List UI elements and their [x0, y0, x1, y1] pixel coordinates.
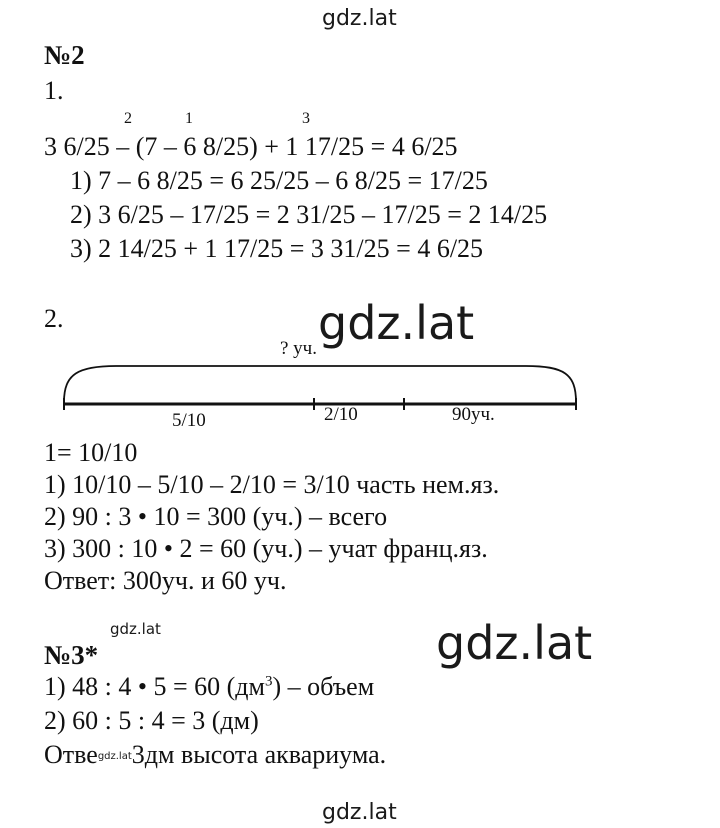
part1-step-2: 2) 3 6/25 – 17/25 = 2 31/25 – 17/25 = 2 14/25: [70, 200, 548, 229]
task3-line-1-main: 1) 48 : 4 • 5 = 60 (дм: [44, 672, 265, 701]
part1-step-1: 1) 7 – 6 8/25 = 6 25/25 – 6 8/25 = 17/25: [70, 166, 488, 195]
total-label: ? уч.: [280, 338, 317, 359]
part1-step-3: 3) 2 14/25 + 1 17/25 = 3 31/25 = 4 6/25: [70, 234, 484, 263]
watermark-bottom: gdz.lat: [322, 800, 397, 825]
part1-expression: 3 6/25 – (7 – 6 8/25) + 1 17/25 = 4 6/25: [44, 132, 458, 161]
task2-heading: №2: [44, 40, 85, 70]
task3-line-1-rest: ) – объем: [272, 672, 375, 701]
part2-line-3: 2) 90 : 3 • 10 = 300 (уч.) – всего: [44, 502, 388, 531]
watermark-mid-large: gdz.lat: [318, 296, 475, 350]
task3-line-1: [44, 672, 374, 702]
segment-diagram: [56, 340, 586, 430]
segment-label-3: 90уч.: [452, 404, 495, 425]
watermark-small-left: gdz.lat: [110, 620, 161, 638]
watermark-tiny: gdz.lat: [97, 751, 132, 763]
watermark-right-large: gdz.lat: [436, 616, 593, 670]
segment-label-1: 5/10: [172, 410, 206, 431]
task3-answer: [44, 740, 386, 772]
task3-answer-end: 3дм высота аквариума.: [131, 740, 387, 769]
task3-answer-start: Отве: [44, 740, 98, 769]
part2-label: 2.: [44, 304, 64, 333]
order-mark-3: 3: [302, 110, 310, 127]
order-mark-2: 2: [124, 110, 132, 127]
segment-label-2: 2/10: [324, 404, 358, 425]
total-brace: [64, 366, 576, 402]
part1-label: 1.: [44, 76, 64, 105]
part2-line-2: 1) 10/10 – 5/10 – 2/10 = 3/10 часть нем.яз.: [44, 470, 500, 499]
part2-line-1: 1= 10/10: [44, 438, 138, 467]
part2-line-4: 3) 300 : 10 • 2 = 60 (уч.) – учат франц.яз.: [44, 534, 488, 563]
watermark-top: gdz.lat: [322, 6, 397, 31]
part2-answer: Ответ: 300уч. и 60 уч.: [44, 566, 287, 595]
order-mark-1: 1: [185, 110, 193, 127]
task3-heading: №3*: [44, 640, 99, 670]
task3-line-1-exponent: 3: [265, 673, 273, 690]
task3-line-2: 2) 60 : 5 : 4 = 3 (дм): [44, 706, 259, 735]
